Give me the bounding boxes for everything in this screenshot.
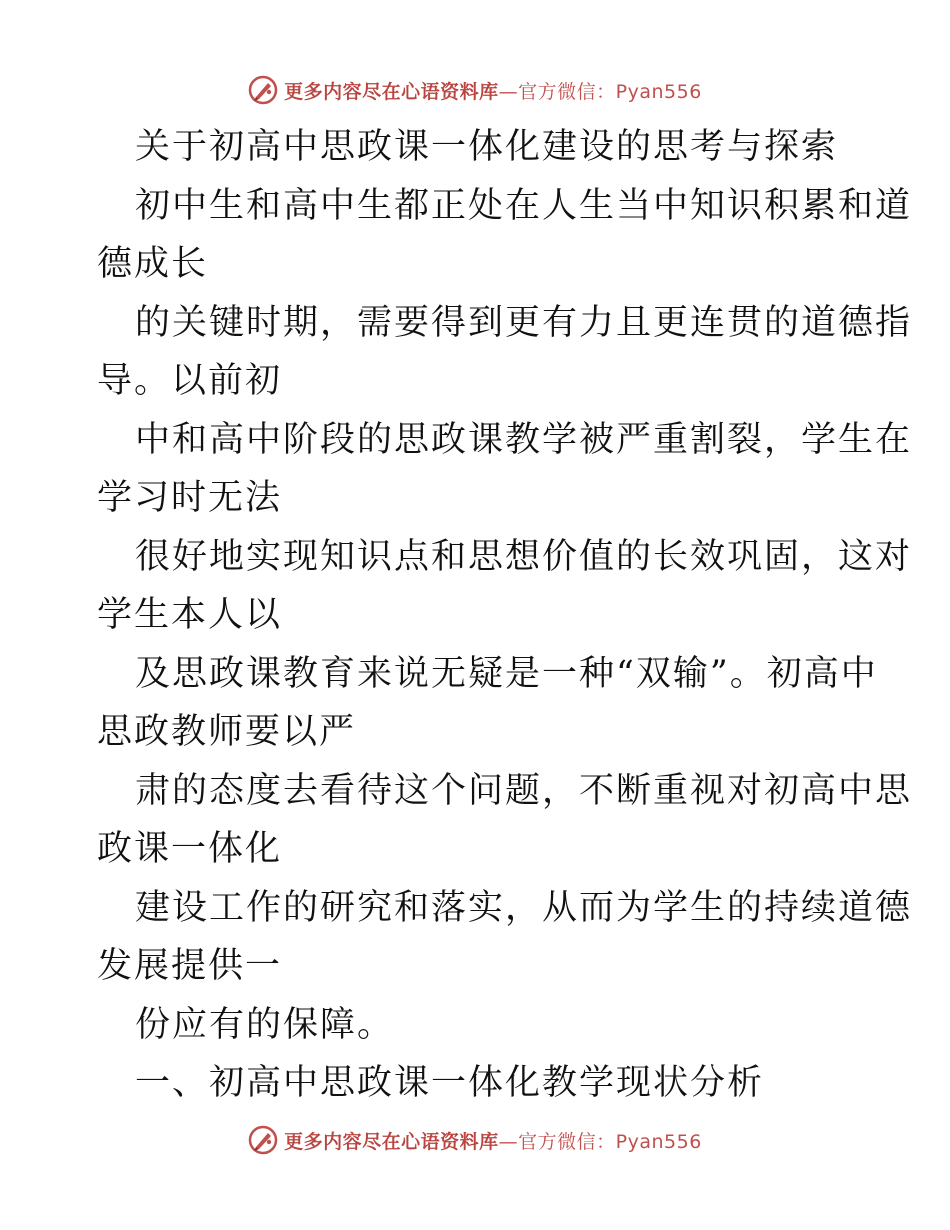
footer-watermark — [0, 1120, 950, 1160]
text-line: 中和高中阶段的思政课教学被严重割裂，学生在 — [135, 419, 913, 460]
text-line: 初中生和高中生都正处在人生当中知识积累和道 — [135, 185, 913, 226]
body-text — [97, 118, 913, 1113]
text-line: 及思政课教育来说无疑是一种“双输”。初高中 — [135, 653, 878, 694]
text-line: 思政教师要以严 — [97, 712, 357, 752]
text-line: 学生本人以 — [97, 595, 283, 635]
text-line: 的关键时期，需要得到更有力且更连贯的道德指 — [135, 302, 913, 343]
text-line: 学习时无法 — [97, 478, 283, 518]
section-heading: 一、初高中思政课一体化教学现状分析 — [135, 1063, 765, 1103]
text-line: 肃的态度去看待这个问题，不断重视对初高中思 — [135, 770, 913, 811]
text-line: 份应有的保障。 — [135, 1004, 395, 1045]
text-line: 建设工作的研究和落实，从而为学生的持续道德 — [135, 887, 913, 928]
text-line: 很好地实现知识点和思想价值的长效巩固，这对 — [135, 536, 913, 577]
quill-pen-logo-icon — [248, 1125, 278, 1155]
watermark-contact: —官方微信：Pyan556 — [498, 1130, 702, 1153]
text-line: 政课一体化 — [97, 829, 283, 869]
watermark-text — [284, 77, 702, 104]
text-line: 发展提供一 — [97, 946, 283, 986]
watermark-contact: —官方微信：Pyan556 — [498, 80, 702, 103]
header-watermark — [0, 70, 950, 110]
text-line: 导。以前初 — [97, 361, 283, 401]
quill-pen-logo-icon — [248, 75, 278, 105]
watermark-brand: 更多内容尽在心语资料库 — [284, 80, 499, 103]
watermark-brand: 更多内容尽在心语资料库 — [284, 1130, 499, 1153]
text-line: 德成长 — [97, 244, 209, 284]
document-title: 关于初高中思政课一体化建设的思考与探索 — [135, 127, 839, 167]
watermark-text — [284, 1127, 702, 1154]
